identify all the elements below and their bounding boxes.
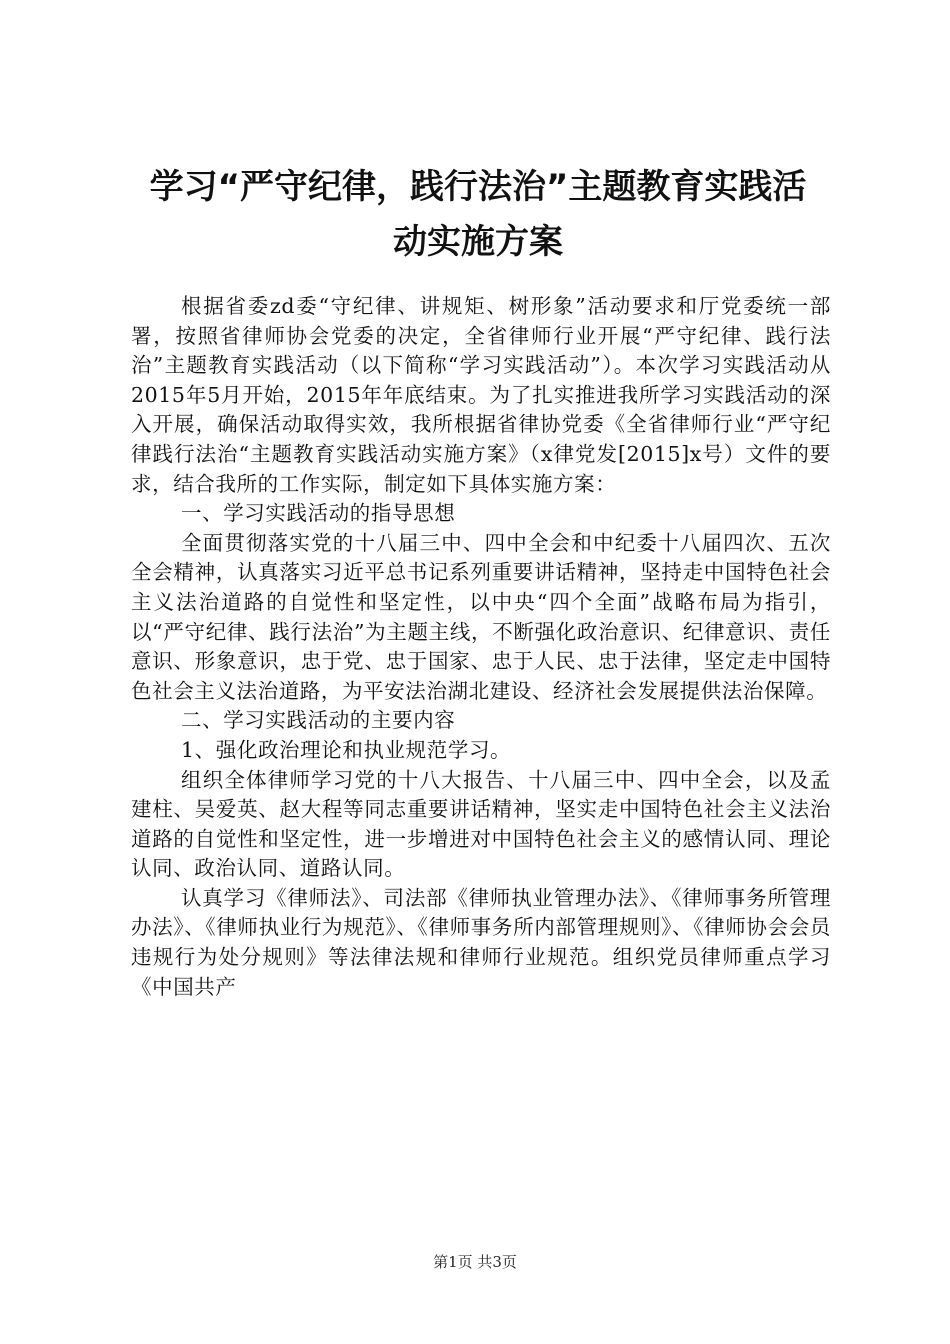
section-heading-2: 二、学习实践活动的主要内容 xyxy=(181,708,456,733)
document-title-line-2: 动实施方案 xyxy=(393,222,563,262)
paragraph-guiding-ideology: 全面贯彻落实党的十八届三中、四中全会和中纪委十八届四次、五次全会精神，认真落实习近平总书记系列重要讲话精神，坚持走中国特色社会主义法治道路的自觉性和坚定性，以中央“四个全面”战略布局为指引，以“严守纪律、践行法治”为主题主线，不断强化政治意识、纪律意识、责任意识、形象意识，忠于党、忠于国家、忠于人民、忠于法律，坚定走中国特色社会主义法治道路，为平安法治湖北建设、经济社会发展提供法治保障。 xyxy=(131,530,831,703)
page-number-footer: 第1页 共3页 xyxy=(433,1253,517,1271)
subsection-heading-1: 1、强化政治理论和执业规范学习。 xyxy=(181,737,512,762)
paragraph-study-organization: 组织全体律师学习党的十八大报告、十八届三中、四中全会，以及孟建柱、吴爱英、赵大程等同志重要讲话精神，坚实走中国特色社会主义法治道路的自觉性和坚定性，进一步增进对中国特色社会主义的感情认同、理论认同、政治认同、道路认同。 xyxy=(131,767,831,881)
paragraph-study-regulations: 认真学习《律师法》、司法部《律师执业管理办法》、《律师事务所管理办法》、《律师执业行为规范》、《律师事务所内部管理规则》、《律师协会会员违规行为处分规则》等法律法规和律师行业规范。组织党员律师重点学习《中国共产 xyxy=(131,885,831,999)
document-body xyxy=(131,292,831,1002)
paragraph-intro: 根据省委zd委“守纪律、讲规矩、树形象”活动要求和厅党委统一部署，按照省律师协会党委的决定，全省律师行业开展“严守纪律、践行法治”主题教育实践活动（以下简称“学习实践活动”）。本次学习实践活动从2015年5月开始，2015年年底结束。为了扎实推进我所学习实践活动的深入开展，确保活动取得实效，我所根据省律协党委《全省律师行业“严守纪律践行法治“主题教育实践活动实施方案》（x律党发[2015]x号）文件的要求，结合我所的工作实际，制定如下具体实施方案： xyxy=(131,294,831,496)
document-title-line-1: 学习“严守纪律，践行法治”主题教育实践活 xyxy=(149,167,807,207)
section-heading-1: 一、学习实践活动的指导思想 xyxy=(181,501,456,526)
